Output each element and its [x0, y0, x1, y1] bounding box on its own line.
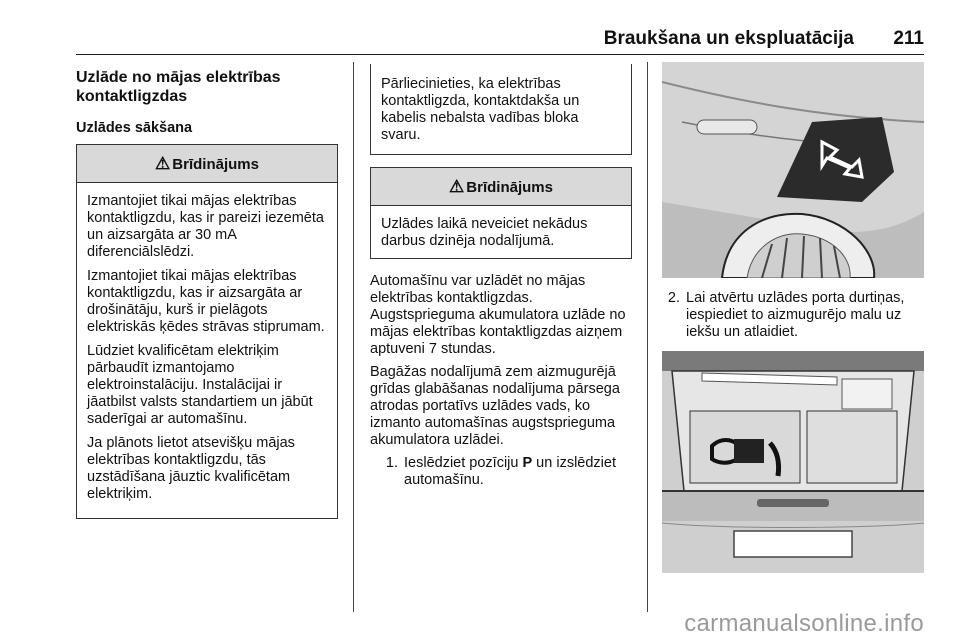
continued-note: Pārliecinieties, ka elektrības kontaktligzda, kontaktdakša un kabelis nebalsta vadības bloka svaru.	[381, 76, 580, 143]
section-title: Uzlāde no mājas elektrības kontaktligzdas	[76, 69, 281, 105]
step-text: Lai atvērtu uzlādes porta durtiņas, iespiediet to aizmugurējo malu uz iekšu un atlaidiet.	[686, 290, 905, 340]
charging-port-illustration	[662, 62, 924, 278]
warning-heading-2: ⚠ Brīdinājums	[371, 168, 631, 206]
steps-list-2	[662, 290, 924, 341]
step-number: 2.	[667, 290, 680, 306]
warning-triangle-icon: ⚠	[449, 177, 465, 196]
warning-body-2	[371, 206, 631, 258]
header-title: Braukšana un ekspluatācija	[603, 28, 854, 49]
warning-paragraph: Uzlādes laikā neveiciet nekādus darbus dzinēja nodalījumā.	[381, 216, 588, 249]
subsection-title: Uzlādes sākšana	[76, 120, 193, 136]
steps-list	[370, 455, 632, 489]
warning-body	[77, 183, 337, 518]
warning-heading: ⚠ Brīdinājums	[77, 145, 337, 183]
watermark: carmanualsonline.info	[684, 610, 924, 637]
page-number: 211	[893, 28, 924, 49]
column-1	[76, 60, 338, 519]
warning-paragraph: Ja plānots lietot atsevišķu mājas elektrības kontaktligzdu, tās uzstādīšana jāuztic kvalificētam elektriķim.	[87, 435, 295, 502]
column-divider-2	[647, 62, 648, 612]
continued-note-box	[370, 64, 632, 155]
step-text: Ieslēdziet pozīciju P un izslēdziet automašīnu.	[404, 455, 616, 488]
trunk-storage-illustration	[662, 351, 924, 573]
column-3	[662, 62, 924, 573]
warning-box	[76, 144, 338, 519]
warning-paragraph: Izmantojiet tikai mājas elektrības kontaktligzdu, kas ir pareizi iezemēta un aizsargāta ar 30 mA diferenciālslēdzi.	[87, 193, 324, 260]
warning-box-2	[370, 167, 632, 259]
step-1	[370, 455, 632, 489]
page-header	[76, 22, 924, 55]
body-paragraph: Bagāžas nodalījumā zem aizmugurējā grīdas glabāšanas nodalījuma pārsega atrodas portatīvs uzlādes vads, ko izmanto automašīnas augstsprieguma akumulatora uzlādei.	[370, 364, 620, 448]
step-number: 1.	[385, 455, 398, 471]
warning-triangle-icon: ⚠	[155, 154, 171, 173]
warning-paragraph: Izmantojiet tikai mājas elektrības kontaktligzdu, kas ir aizsargāta ar drošinātāju, kurš ir pielāgots elektriskās ķēdes strāvas stiprumam.	[87, 268, 325, 335]
column-2	[370, 64, 632, 489]
body-paragraph: Automašīnu var uzlādēt no mājas elektrības kontaktligzdas. Augstsprieguma akumulatora uzlāde no mājas elektrības kontaktligzdas aizņem aptuveni 7 stundas.	[370, 273, 626, 357]
step-2	[662, 290, 924, 341]
warning-paragraph: Lūdziet kvalificētam elektriķim pārbaudīt izmantojamo elektroinstalāciju. Instalācijai ir jāatbilst valsts standartiem un jābūt saderīgai ar automašīnu.	[87, 343, 313, 427]
column-divider-1	[353, 62, 354, 612]
